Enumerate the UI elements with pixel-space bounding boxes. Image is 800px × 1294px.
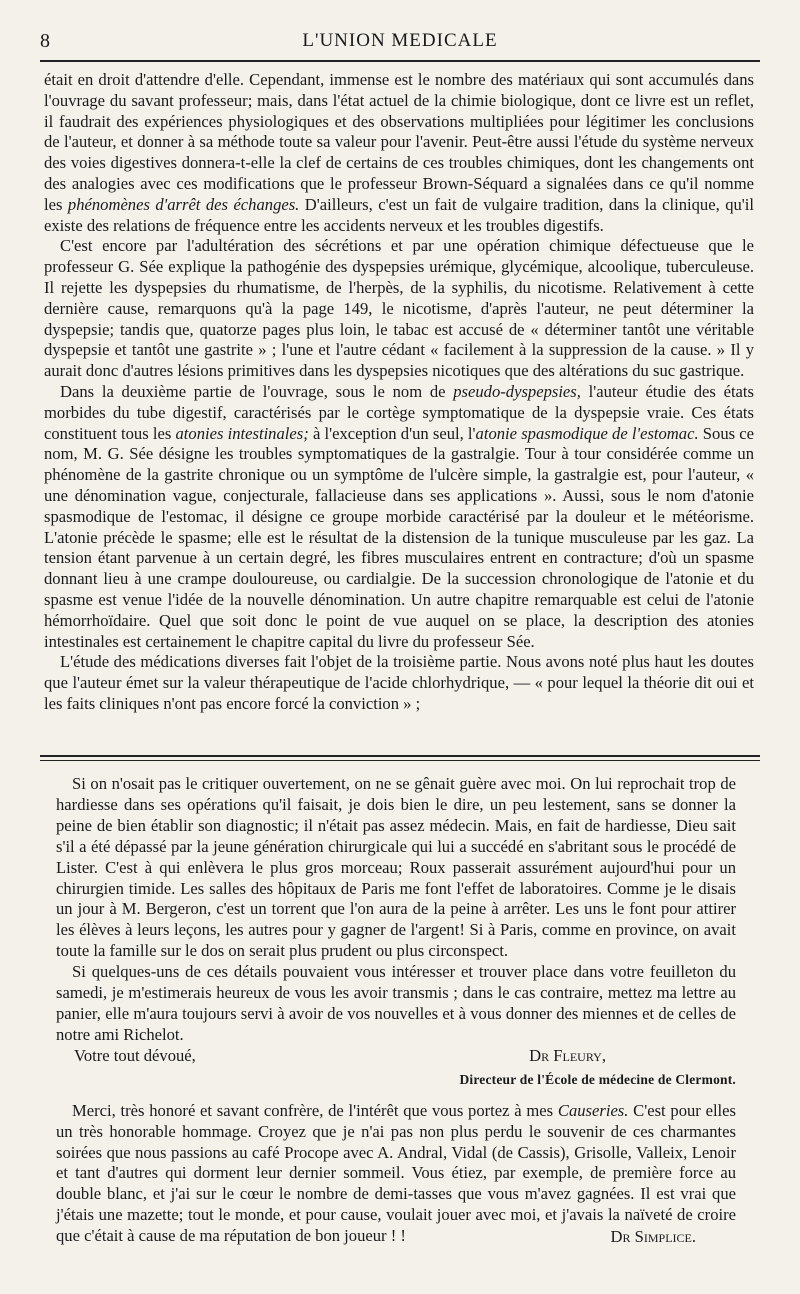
feuilleton-paragraph-2: Si quelques-uns de ces détails pouvaient vous intéresser et trouver place dans votre feuilleton du samedi, je m'estimerais heureux de vous les avoir transmis ; dans le cas contraire, mettez ma lettre au panier, elle m'aura toujours servi à avoir de vos nouvelles et à vous donner des miennes et de celles de notre ami Richelot. bbox=[56, 962, 736, 1044]
article-paragraph-4: L'étude des médications diverses fait l'objet de la troisième partie. Nous avons noté plus haut les doutes que l'auteur émet sur la valeur thérapeutique de l'acide chlorhydrique, — « pour lequel la théorie dit oui et les faits cliniques n'ont pas encore forcé la conviction » ; bbox=[44, 652, 754, 713]
signature-title: Directeur de l'École de médecine de Clermont. bbox=[459, 1071, 736, 1087]
letter-signature: Dr Fleury, bbox=[529, 1045, 606, 1065]
header-rule bbox=[40, 60, 760, 62]
article-paragraph-2: C'est encore par l'adultération des sécrétions et par une opération chimique défectueuse que le professeur G. Sée explique la pathogénie des dyspepsies urémique, glycémique, alcoolique, tuberculeuse. Il rejette les dyspepsies du rhumatisme, de l'herpès, de la syphilis, du nicotisme. Relativement à cette dernière cause, remarquons qu'à la page 149, le nicotisme, d'après l'auteur, ne peut déterminer la dyspepsie; tandis que, quatorze pages plus loin, le tabac est accusé de « déterminer tantôt une véritable dyspepsie et tantôt une gastrite » ; l'une et l'autre cédant « facilement à la suppression de la cause. » Il y aurait donc d'autres lésions primitives dans les dyspepsies nicotiques que des altérations du suc gastrique. bbox=[44, 236, 754, 381]
page-header bbox=[40, 26, 760, 54]
letter-signature-row bbox=[56, 1046, 736, 1067]
feuilleton-separator-bottom bbox=[40, 760, 760, 761]
feuilleton-body bbox=[56, 774, 736, 1248]
reply-signature: Dr Simplice. bbox=[610, 1227, 696, 1247]
article-body bbox=[44, 70, 754, 715]
letter-closing: Votre tout dévoué, bbox=[74, 1045, 196, 1065]
feuilleton-separator-top bbox=[40, 755, 760, 757]
article-paragraph-1: était en droit d'attendre d'elle. Cependant, immense est le nombre des matériaux qui sont accumulés dans l'ouvrage du savant professeur; mais, dans l'état actuel de la chimie biologique, dont ce livre est un reflet, il faudrait des expériences physiologiques et des observations multipliées pour légitimer les conclusions de l'auteur, et donner à sa méthode toute sa valeur pour l'avenir. Peut-être aussi l'étude du système nerveux des voies digestives donnera-t-elle la clef de certains de ces troubles chimiques, dont les changements ont des analogies avec ces modifications que le professeur Brown-Séquard a signalées dans ce qu'il nomme les phénomènes d'arrêt des échanges. D'ailleurs, c'est un fait de vulgaire tradition, dans la clinique, qu'il existe des relations de fréquence entre les accidents nerveux et les troubles digestifs. bbox=[44, 70, 754, 235]
article-paragraph-3: Dans la deuxième partie de l'ouvrage, sous le nom de pseudo-dyspepsies, l'auteur étudie des états morbides du tube digestif, caractérisés par le cortège symptomatique de la dyspepsie vraie. Ces états constituent tous les atonies intestinales; à l'exception d'un seul, l'atonie spasmodique de l'estomac. Sous ce nom, M. G. Sée désigne les troubles symptomatiques de la gastralgie. Tour à tour considérée comme un phénomène de la gastrite chronique ou un symptôme de l'ulcère simple, la gastralgie est, pour l'auteur, « une dénomination vague, conjecturale, fallacieuse dans ses applications ». Aussi, sous le nom d'atonie spasmodique de l'estomac, il désigne ce groupe morbide caractérisé par la douleur et le météorisme. L'atonie précède le spasme; elle est le résultat de la distension de la tunique musculeuse par les gaz. La tension étant parvenue à un certain degré, les fibres musculaires entrent en contracture; d'où un spasme donnant lieu à une crampe douloureuse, ou cardialgie. De la succession chronologique de l'atonie et du spasme est venue l'idée de la nouvelle dénomination. Un autre chapitre remarquable est celui de l'atonie hémorrhoïdaire. Quel que soit donc le point de vue auquel on se place, la description des atonies intestinales est certainement le chapitre capital du livre du professeur Sée. bbox=[44, 381, 755, 651]
feuilleton-paragraph-1: Si on n'osait pas le critiquer ouvertement, on ne se gênait guère avec moi. On lui reprochait trop de hardiesse dans ses opérations qu'il faisait, je dois bien le dire, un peu lestement, sans se donner la peine de bien établir son diagnostic; il n'était pas assez médecin. Mais, en fait de hardiesse, Dieu sait s'il a été dépassé par la jeune génération chirurgicale qui lui a succédé en s'abritant sous le procédé de Lister. C'est à qui enlèvera le plus gros morceau; Roux passerait assurément aujourd'hui pour un chirurgien timide. Les salles des hôpitaux de Paris me font l'effet de laboratoires. Comme je le disais un jour à M. Bergeron, c'est un torrent que l'on aura de la peine à arrêter. Les uns le font pour attirer les élèves à leurs leçons, les autres pour y gagner de l'argent! Si à Paris, comme en province, on avait toute la famille sur le dos on serait plus prudent ou plus circonspect. bbox=[56, 774, 736, 961]
journal-title: L'UNION MEDICALE bbox=[302, 30, 498, 51]
reply-paragraph: Merci, très honoré et savant confrère, de l'intérêt que vous portez à mes Causeries. C'est pour elles un très honorable hommage. Croyez que je n'ai pas non plus perdu le souvenir de ces charmantes soirées que nous passions au café Procope avec A. Andral, Vidal (de Cassis), Grisolle, Valleix, Lenoir et tant d'autres qui dorment leur dernier sommeil. Vous étiez, par exemple, de première force au double blanc, et j'ai sur le cœur le nombre de demi-tasses que vous m'avez gagnées. Il est vrai que j'étais une mazette; tout le monde, et pour cause, voulait jouer avec moi, et j'avais la naïveté de croire que c'était à cause de ma réputation de bon joueur ! ! bbox=[56, 1100, 736, 1246]
page-number: 8 bbox=[40, 30, 50, 52]
